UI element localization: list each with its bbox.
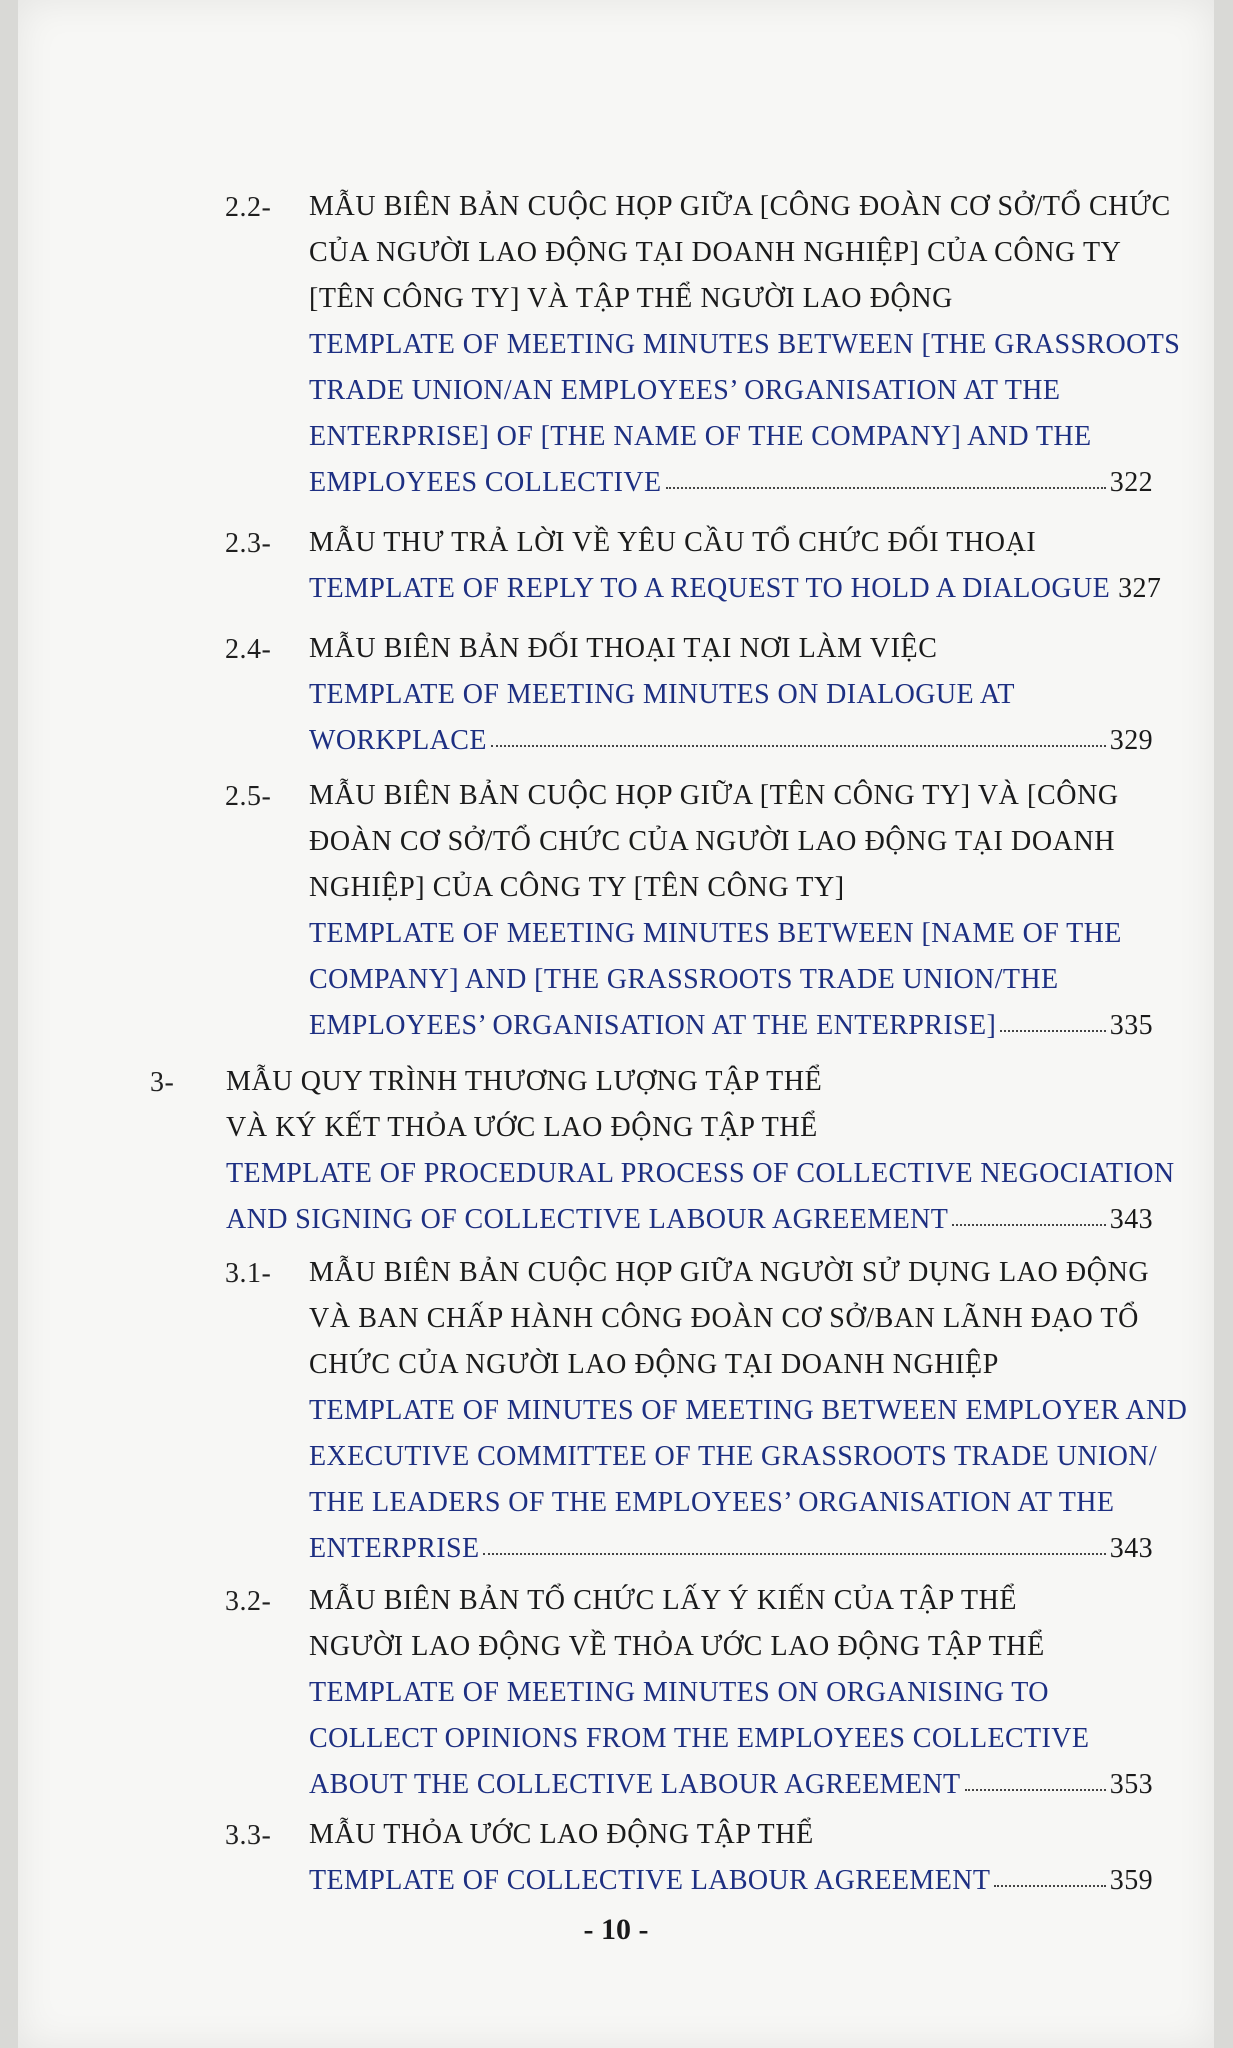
entry-number: 3.3- <box>225 1820 272 1851</box>
entry-title-en: TEMPLATE OF MEETING MINUTES ON DIALOGUE AT <box>309 679 1015 710</box>
entry-title-vi: MẪU THỎA ƯỚC LAO ĐỘNG TẬP THỂ <box>309 1819 814 1850</box>
entry-title-vi: VÀ BAN CHẤP HÀNH CÔNG ĐOÀN CƠ SỞ/BAN LÃNH ĐẠO TỔ <box>309 1303 1139 1334</box>
page-number: 322 <box>1109 467 1153 498</box>
entry-title-en: TEMPLATE OF COLLECTIVE LABOUR AGREEMENT <box>309 1865 991 1896</box>
entry-title-vi: MẪU BIÊN BẢN TỔ CHỨC LẤY Ý KIẾN CỦA TẬP THỂ <box>309 1585 1018 1616</box>
dot-leader <box>483 1527 1105 1555</box>
entry-title-vi: VÀ KÝ KẾT THỎA ƯỚC LAO ĐỘNG TẬP THỂ <box>226 1112 818 1143</box>
entry-leader-line <box>309 1858 1153 1904</box>
entry-title-vi: MẪU BIÊN BẢN CUỘC HỌP GIỮA [TÊN CÔNG TY] VÀ [CÔNG <box>309 780 1119 811</box>
entry-title-en: THE LEADERS OF THE EMPLOYEES’ ORGANISATION AT THE <box>309 1487 1115 1518</box>
dot-leader <box>491 719 1106 747</box>
dot-leader <box>965 1763 1106 1791</box>
entry-title-vi: MẪU BIÊN BẢN ĐỐI THOẠI TẠI NƠI LÀM VIỆC <box>309 633 938 664</box>
entry-number: 2.4- <box>225 634 272 665</box>
entry-title-vi: MẪU BIÊN BẢN CUỘC HỌP GIỮA NGƯỜI SỬ DỤNG LAO ĐỘNG <box>309 1257 1150 1288</box>
entry-title-en: TEMPLATE OF PROCEDURAL PROCESS OF COLLECTIVE NEGOCIATION <box>226 1158 1175 1189</box>
entry-title-en: ENTERPRISE] OF [THE NAME OF THE COMPANY] AND THE <box>309 421 1092 452</box>
dot-leader <box>1000 1004 1106 1032</box>
entry-title-en: TEMPLATE OF MEETING MINUTES BETWEEN [NAME OF THE <box>309 918 1122 949</box>
entry-title-en: EMPLOYEES COLLECTIVE <box>309 467 662 498</box>
entry-title-en: ABOUT THE COLLECTIVE LABOUR AGREEMENT <box>309 1769 961 1800</box>
entry-leader-line <box>309 1003 1153 1049</box>
entry-title-en: EXECUTIVE COMMITTEE OF THE GRASSROOTS TRADE UNION/ <box>309 1441 1158 1472</box>
page-number: 343 <box>1109 1533 1153 1564</box>
entry-leader-line <box>309 566 1162 612</box>
entry-title-vi: NGHIỆP] CỦA CÔNG TY [TÊN CÔNG TY] <box>309 872 845 903</box>
entry-leader-line <box>226 1197 1153 1243</box>
entry-title-vi: MẪU THƯ TRẢ LỜI VỀ YÊU CẦU TỔ CHỨC ĐỐI THOẠI <box>309 527 1037 558</box>
dot-leader <box>952 1198 1106 1226</box>
entry-number: 2.3- <box>225 528 272 559</box>
page-number: 329 <box>1109 725 1153 756</box>
toc-page <box>18 0 1214 2048</box>
entry-number: 2.5- <box>225 781 272 812</box>
page-number: 343 <box>1109 1204 1153 1235</box>
entry-title-vi: MẪU QUY TRÌNH THƯƠNG LƯỢNG TẬP THỂ <box>226 1066 823 1097</box>
entry-title-en: ENTERPRISE <box>309 1533 480 1564</box>
page-number: 327 <box>1118 573 1162 604</box>
entry-title-en: TEMPLATE OF MINUTES OF MEETING BETWEEN EMPLOYER AND <box>309 1395 1188 1426</box>
entry-number: 3.2- <box>225 1586 272 1617</box>
entry-number: 2.2- <box>225 192 272 223</box>
entry-leader-line <box>309 1762 1153 1808</box>
entry-leader-line <box>309 1526 1153 1572</box>
dot-leader <box>994 1859 1105 1887</box>
entry-title-en: TEMPLATE OF MEETING MINUTES ON ORGANISING TO <box>309 1677 1049 1708</box>
entry-number: 3- <box>150 1067 175 1098</box>
entry-title-en: EMPLOYEES’ ORGANISATION AT THE ENTERPRISE] <box>309 1010 997 1041</box>
entry-title-vi: CHỨC CỦA NGƯỜI LAO ĐỘNG TẠI DOANH NGHIỆP <box>309 1349 999 1380</box>
page-number: 359 <box>1109 1865 1153 1896</box>
entry-title-en: WORKPLACE <box>309 725 487 756</box>
page-footer-number: - 10 - <box>583 1913 649 1946</box>
entry-title-en: TEMPLATE OF REPLY TO A REQUEST TO HOLD A DIALOGUE <box>309 573 1111 604</box>
entry-title-en: AND SIGNING OF COLLECTIVE LABOUR AGREEMENT <box>226 1204 949 1235</box>
entry-title-en: TRADE UNION/AN EMPLOYEES’ ORGANISATION AT THE <box>309 375 1061 406</box>
entry-leader-line <box>309 718 1153 764</box>
page-number: 353 <box>1109 1769 1153 1800</box>
entry-title-vi: ĐOÀN CƠ SỞ/TỔ CHỨC CỦA NGƯỜI LAO ĐỘNG TẠI DOANH <box>309 826 1116 857</box>
entry-title-en: TEMPLATE OF MEETING MINUTES BETWEEN [THE GRASSROOTS <box>309 329 1181 360</box>
entry-number: 3.1- <box>225 1258 272 1289</box>
entry-leader-line <box>309 460 1153 506</box>
page-number: 335 <box>1109 1010 1153 1041</box>
dot-leader <box>666 461 1106 489</box>
entry-title-en: COLLECT OPINIONS FROM THE EMPLOYEES COLLECTIVE <box>309 1723 1090 1754</box>
entry-title-vi: CỦA NGƯỜI LAO ĐỘNG TẠI DOANH NGHIỆP] CỦA CÔNG TY <box>309 237 1122 268</box>
entry-title-vi: NGƯỜI LAO ĐỘNG VỀ THỎA ƯỚC LAO ĐỘNG TẬP THỂ <box>309 1631 1045 1662</box>
entry-title-en: COMPANY] AND [THE GRASSROOTS TRADE UNION/THE <box>309 964 1059 995</box>
entry-title-vi: MẪU BIÊN BẢN CUỘC HỌP GIỮA [CÔNG ĐOÀN CƠ SỞ/TỔ CHỨC <box>309 191 1171 222</box>
entry-title-vi: [TÊN CÔNG TY] VÀ TẬP THỂ NGƯỜI LAO ĐỘNG <box>309 283 953 314</box>
